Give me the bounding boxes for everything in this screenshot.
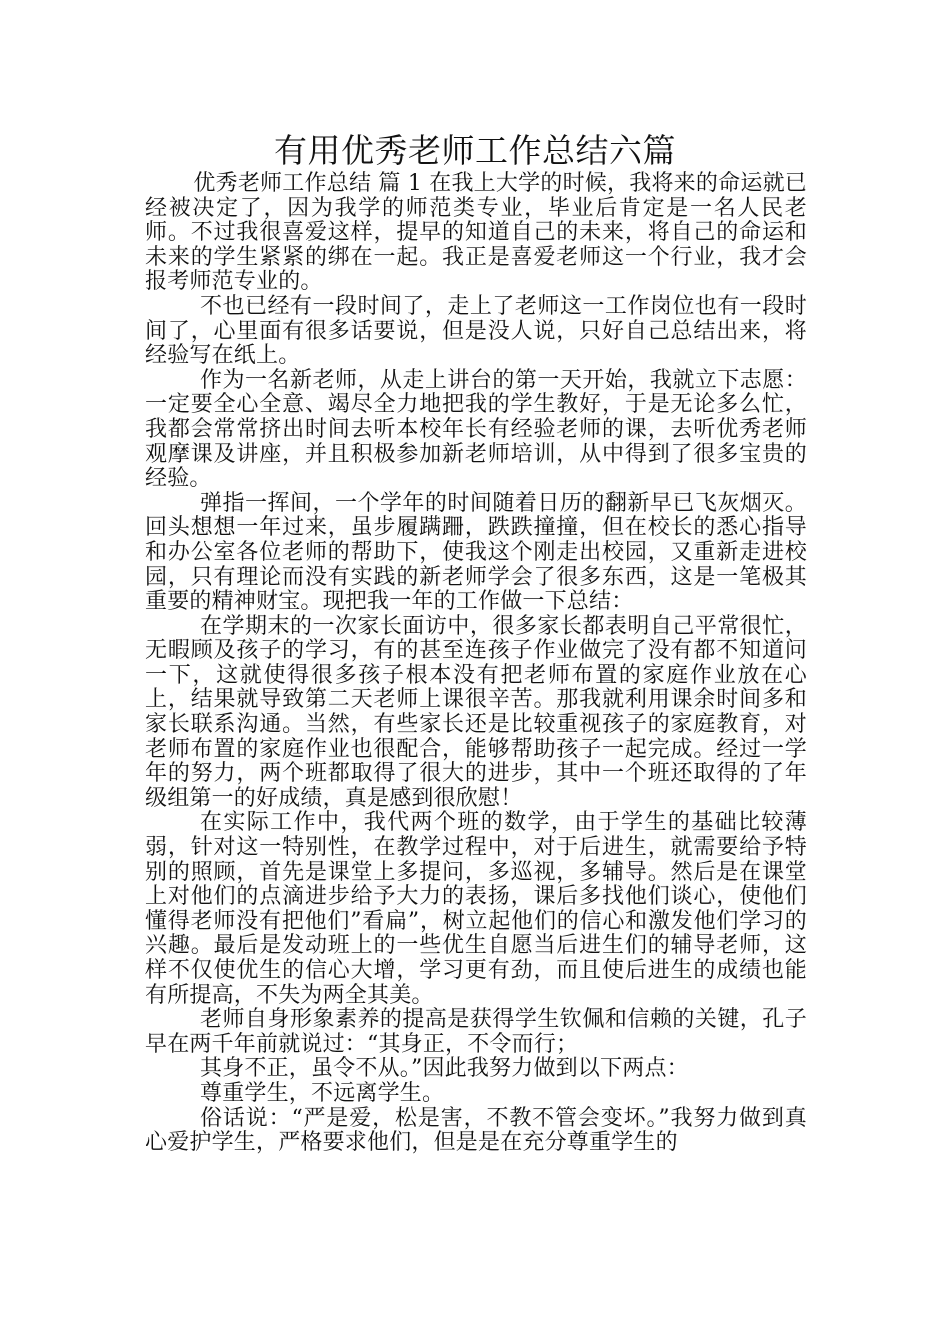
paragraph-6: 在实际工作中，我代两个班的数学，由于学生的基础比较薄弱，针对这一特别性，在教学过程中，对于后进生，就需要给予特别的照顾，首先是课堂上多提问，多巡视，多辅导。然后是在课堂上对他们的点滴进步给予大力的表扬，课后多找他们谈心，使他们懂得老师没有把他们”看扁”，树立起他们的信心和激发他们学习的兴趣。最后是发动班上的一些优生自愿当后进生们的辅导老师，这样不仅使优生的信心大增，学习更有劲，而且使后进生的成绩也能有所提高，不失为两全其美。 <box>145 810 807 1008</box>
document-body <box>145 172 807 1156</box>
paragraph-9: 尊重学生，不远离学生。 <box>200 1080 445 1106</box>
paragraph-7: 老师自身形象素养的提高是获得学生钦佩和信赖的关键，孔子早在两千年前就说过：“其身正，不令而行； <box>145 1007 807 1057</box>
paragraph-4: 弹指一挥间，一个学年的时间随着日历的翻新早已飞灰烟灭。回头想想一年过来，虽步履蹒跚，跌跌撞撞，但在校长的悉心指导和办公室各位老师的帮助下，使我这个刚走出校园，又重新走进校园，只有理论而没有实践的新老师学会了很多东西，这是一笔极其重要的精神财宝。现把我一年的工作做一下总结： <box>145 490 807 615</box>
paragraph-5: 在学期末的一次家长面访中，很多家长都表明自己平常很忙，无暇顾及孩子的学习，有的甚至连孩子作业做完了没有都不知道问一下，这就使得很多孩子根本没有把老师布置的家庭作业放在心上，结果就导致第二天老师上课很辛苦。那我就利用课余时间多和家长联系沟通。当然，有些家长还是比较重视孩子的家庭教育，对老师布置的家庭作业也很配合，能够帮助孩子一起完成。经过一学年的努力，两个班都取得了很大的进步，其中一个班还取得的了年级组第一的好成绩，真是感到很欣慰！ <box>145 613 807 811</box>
paragraph-8: 其身不正，虽令不从。”因此我努力做到以下两点： <box>200 1056 689 1082</box>
document-title: 有用优秀老师工作总结六篇 <box>274 131 676 170</box>
paragraph-1: 优秀老师工作总结 篇 1 在我上大学的时候，我将来的命运就已经被决定了，因为我学的师范类专业，毕业后肯定是一名人民老师。不过我很喜爱这样，提早的知道自己的未来，将自己的命运和未来的学生紧紧的绑在一起。我正是喜爱老师这一个行业，我才会报考师范专业的。 <box>145 171 807 295</box>
paragraph-2: 不也已经有一段时间了，走上了老师这一工作岗位也有一段时间了，心里面有很多话要说，但是没人说，只好自己总结出来，将经验写在纸上。 <box>145 293 807 369</box>
paragraph-10: 俗话说：“严是爱，松是害，不教不管会变坏。”我努力做到真心爱护学生，严格要求他们，但是是在充分尊重学生的 <box>145 1105 807 1156</box>
paragraph-3: 作为一名新老师，从走上讲台的第一天开始，我就立下志愿：一定要全心全意、竭尽全力地把我的学生教好，于是无论多么忙，我都会常常挤出时间去听本校年长有经验老师的课，去听优秀老师观摩课及讲座，并且积极参加新老师培训，从中得到了很多宝贵的经验。 <box>145 367 807 492</box>
